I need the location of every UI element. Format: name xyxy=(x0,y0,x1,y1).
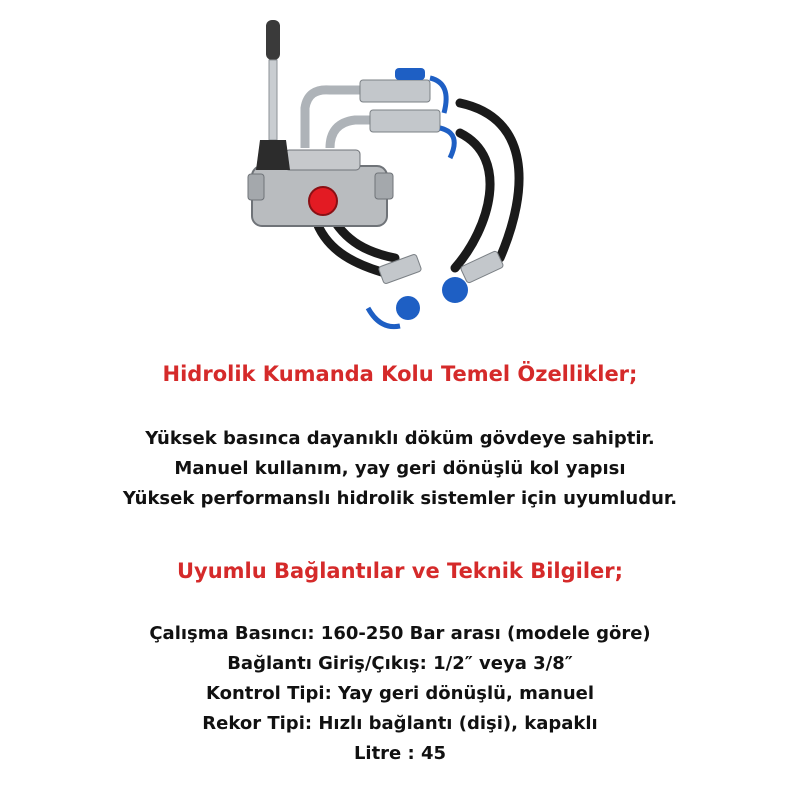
spec-line-control-type: Kontrol Tipi: Yay geri dönüşlü, manuel xyxy=(205,683,595,704)
section-1-line: Yüksek basınca dayanıklı döküm gövdeye sahiptir. xyxy=(145,428,655,449)
section-1-line: Yüksek performanslı hidrolik sistemler için uyumludur. xyxy=(122,488,678,509)
section-1-body xyxy=(0,424,800,514)
section-2-body xyxy=(0,619,800,769)
product-image xyxy=(230,8,560,348)
section-2-heading: Uyumlu Bağlantılar ve Teknik Bilgiler; xyxy=(176,559,624,583)
spec-line-pressure: Çalışma Basıncı: 160-250 Bar arası (modele göre) xyxy=(149,623,651,644)
spec-line-connection: Bağlantı Giriş/Çıkış: 1/2″ veya 3/8″ xyxy=(227,653,573,674)
spec-line-flow: Litre : 45 xyxy=(353,743,447,764)
hydraulic-control-valve-icon xyxy=(230,8,560,348)
spec-line-coupling-type: Rekor Tipi: Hızlı bağlantı (dişi), kapaklı xyxy=(202,713,598,734)
section-1-line: Manuel kullanım, yay geri dönüşlü kol yapısı xyxy=(174,458,626,479)
section-1-heading: Hidrolik Kumanda Kolu Temel Özellikler; xyxy=(162,362,638,386)
